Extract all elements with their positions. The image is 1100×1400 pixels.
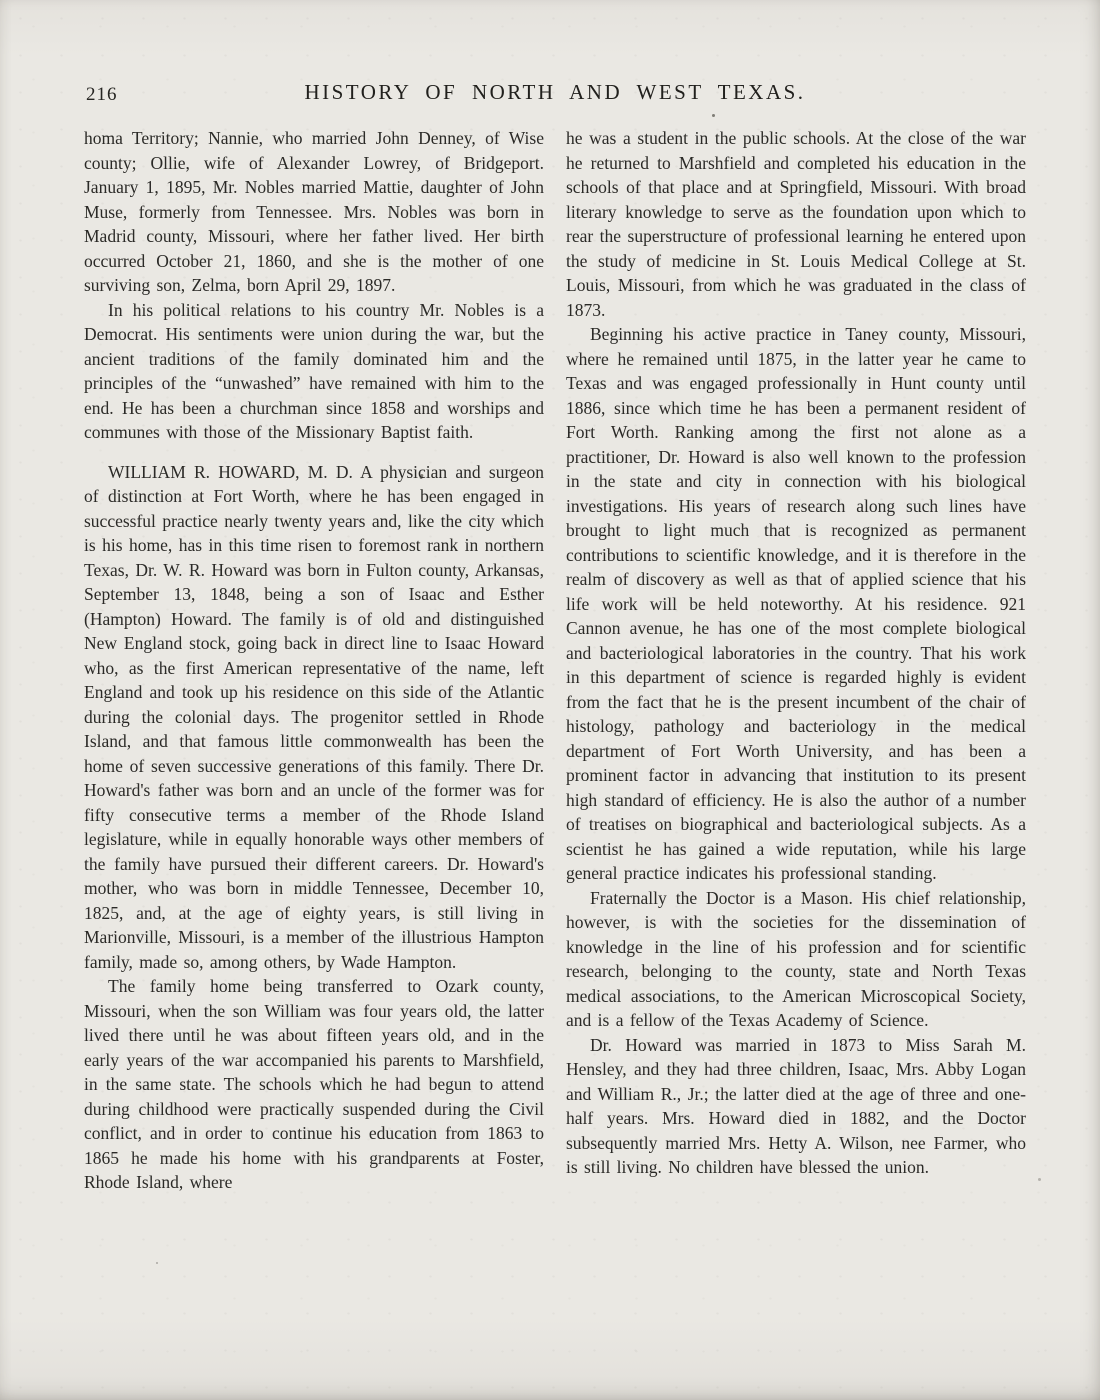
paragraph-howard-fraternal: Fraternally the Doctor is a Mason. His chief relationship, however, is with the societies for the dissemination of knowledge in the line of his profession and for scientific research, belonging to the county, state and North Texas medical associations, to the American Microscopical Society, and is a fellow of the Texas Academy of Science. <box>566 887 1026 1030</box>
running-title: HISTORY OF NORTH AND WEST TEXAS. <box>304 80 806 104</box>
paragraph-nobles-family-continued: homa Territory; Nannie, who married John Denney, of Wise county; Ollie, wife of Alexander Lowrey, of Bridgeport. January 1, 1895, Mr. Nobles married Mattie, daughter of John Muse, formerly from Tennessee. Mrs. Nobles was born in Madrid county, Missouri, where her father lived. Her birth occurred October 21, 1860, and she is the mother of one surviving son, Zelma, born April 29, 1897. <box>84 128 544 295</box>
scan-speck <box>1038 1178 1041 1181</box>
paragraph-howard-family-home: The family home being transferred to Ozark county, Missouri, when the son William was four years old, the latter lived there until he was about fifteen years old, and in the early years of the war accompanied his parents to Marshfield, in the same state. The schools which he had begun to attend during childhood were practically suspended during the Civil conflict, and in order to continue his education from 1863 to 1865 he made his home with his grandparents at Foster, Rhode Island, where <box>84 976 544 1192</box>
page-number: 216 <box>86 84 118 105</box>
page-content <box>84 80 1026 1195</box>
column-right <box>566 126 1026 1195</box>
paragraph-howard-marriage: Dr. Howard was married in 1873 to Miss Sarah M. Hensley, and they had three children, Isaac, Mrs. Abby Logan and William R., Jr.; the latter died at the age of three and one-half years. Mrs. Howard died in 1882, and the Doctor subsequently married Mrs. Hetty A. Wilson, nee Farmer, who is still living. No children have blessed the union. <box>566 1034 1026 1177</box>
scan-speck <box>156 1262 158 1264</box>
paragraph-nobles-politics: In his political relations to his country Mr. Nobles is a Democrat. His sentiments were union during the war, but the ancient traditions of the family dominated him and the principles of the “unwashed” have remained with him to the end. He has been a churchman since 1858 and worships and communes with those of the Missionary Baptist faith. <box>84 299 544 442</box>
column-left <box>84 126 544 1195</box>
paragraph-howard-education-continued: he was a student in the public schools. At the close of the war he returned to Marshfield and completed his education in the schools of that place and at Springfield, Missouri. With broad literary knowledge to serve as the foundation upon which to rear the superstructure of professional learning he entered upon the study of medicine in St. Louis Medical College at St. Louis, Missouri, from which he was graduated in the class of 1873. <box>566 128 1026 320</box>
paragraph-howard-biography-start: WILLIAM R. HOWARD, M. D. A physician and surgeon of distinction at Fort Worth, where he has been engaged in successful practice nearly twenty years and, like the city which is his home, has in this time risen to foremost rank in northern Texas, Dr. W. R. Howard was born in Fulton county, Arkansas, September 13, 1848, being a son of Isaac and Esther (Hampton) Howard. The family is of old and distinguished New England stock, going back in direct line to Isaac Howard who, as the first American representative of the name, left England and took up his residence on this side of the Atlantic during the colonial days. The progenitor settled in Rhode Island, and that famous little commonwealth has been the home of seven successive generations of this family. There Dr. Howard's father was born and an uncle of the former was for fifty consecutive terms a member of the Rhode Island legislature, while in equally honorable ways other members of the family have pursued their different careers. Dr. Howard's mother, who was born in middle Tennessee, December 10, 1825, and, at the age of eighty years, is still living in Marionville, Missouri, is a member of the illustrious Hampton family, made so, among others, by Wade Hampton. <box>84 461 544 972</box>
text-columns <box>84 126 1026 1195</box>
paragraph-howard-practice: Beginning his active practice in Taney county, Missouri, where he remained until 1875, in the latter year he came to Texas and was engaged professionally in Hunt county until 1886, since which time he has been a permanent resident of Fort Worth. Ranking among the first not alone as a practitioner, Dr. Howard is also well known to the profession in the state and city in connection with his biological investigations. His years of research along such lines have brought to light much that is recognized as permanent contributions to scientific knowledge, and it is therefore in the realm of discovery as well as that of applied science that his life work will be held noteworthy. At his residence. 921 Cannon avenue, he has one of the most complete biological and bacteriological laboratories in the country. That his work in this department of science is regarded highly is evident from the fact that he is the present incumbent of the chair of histology, pathology and bacteriology in the medical department of Fort Worth University, and has been a prominent factor in advancing that institution to its present high standard of efficiency. He is also the author of a number of treatises on biographical and bacteriological subjects. As a scientist he has gained a wide reputation, while his large general practice indicates his professional standing. <box>566 324 1026 883</box>
page-header <box>84 80 1026 114</box>
